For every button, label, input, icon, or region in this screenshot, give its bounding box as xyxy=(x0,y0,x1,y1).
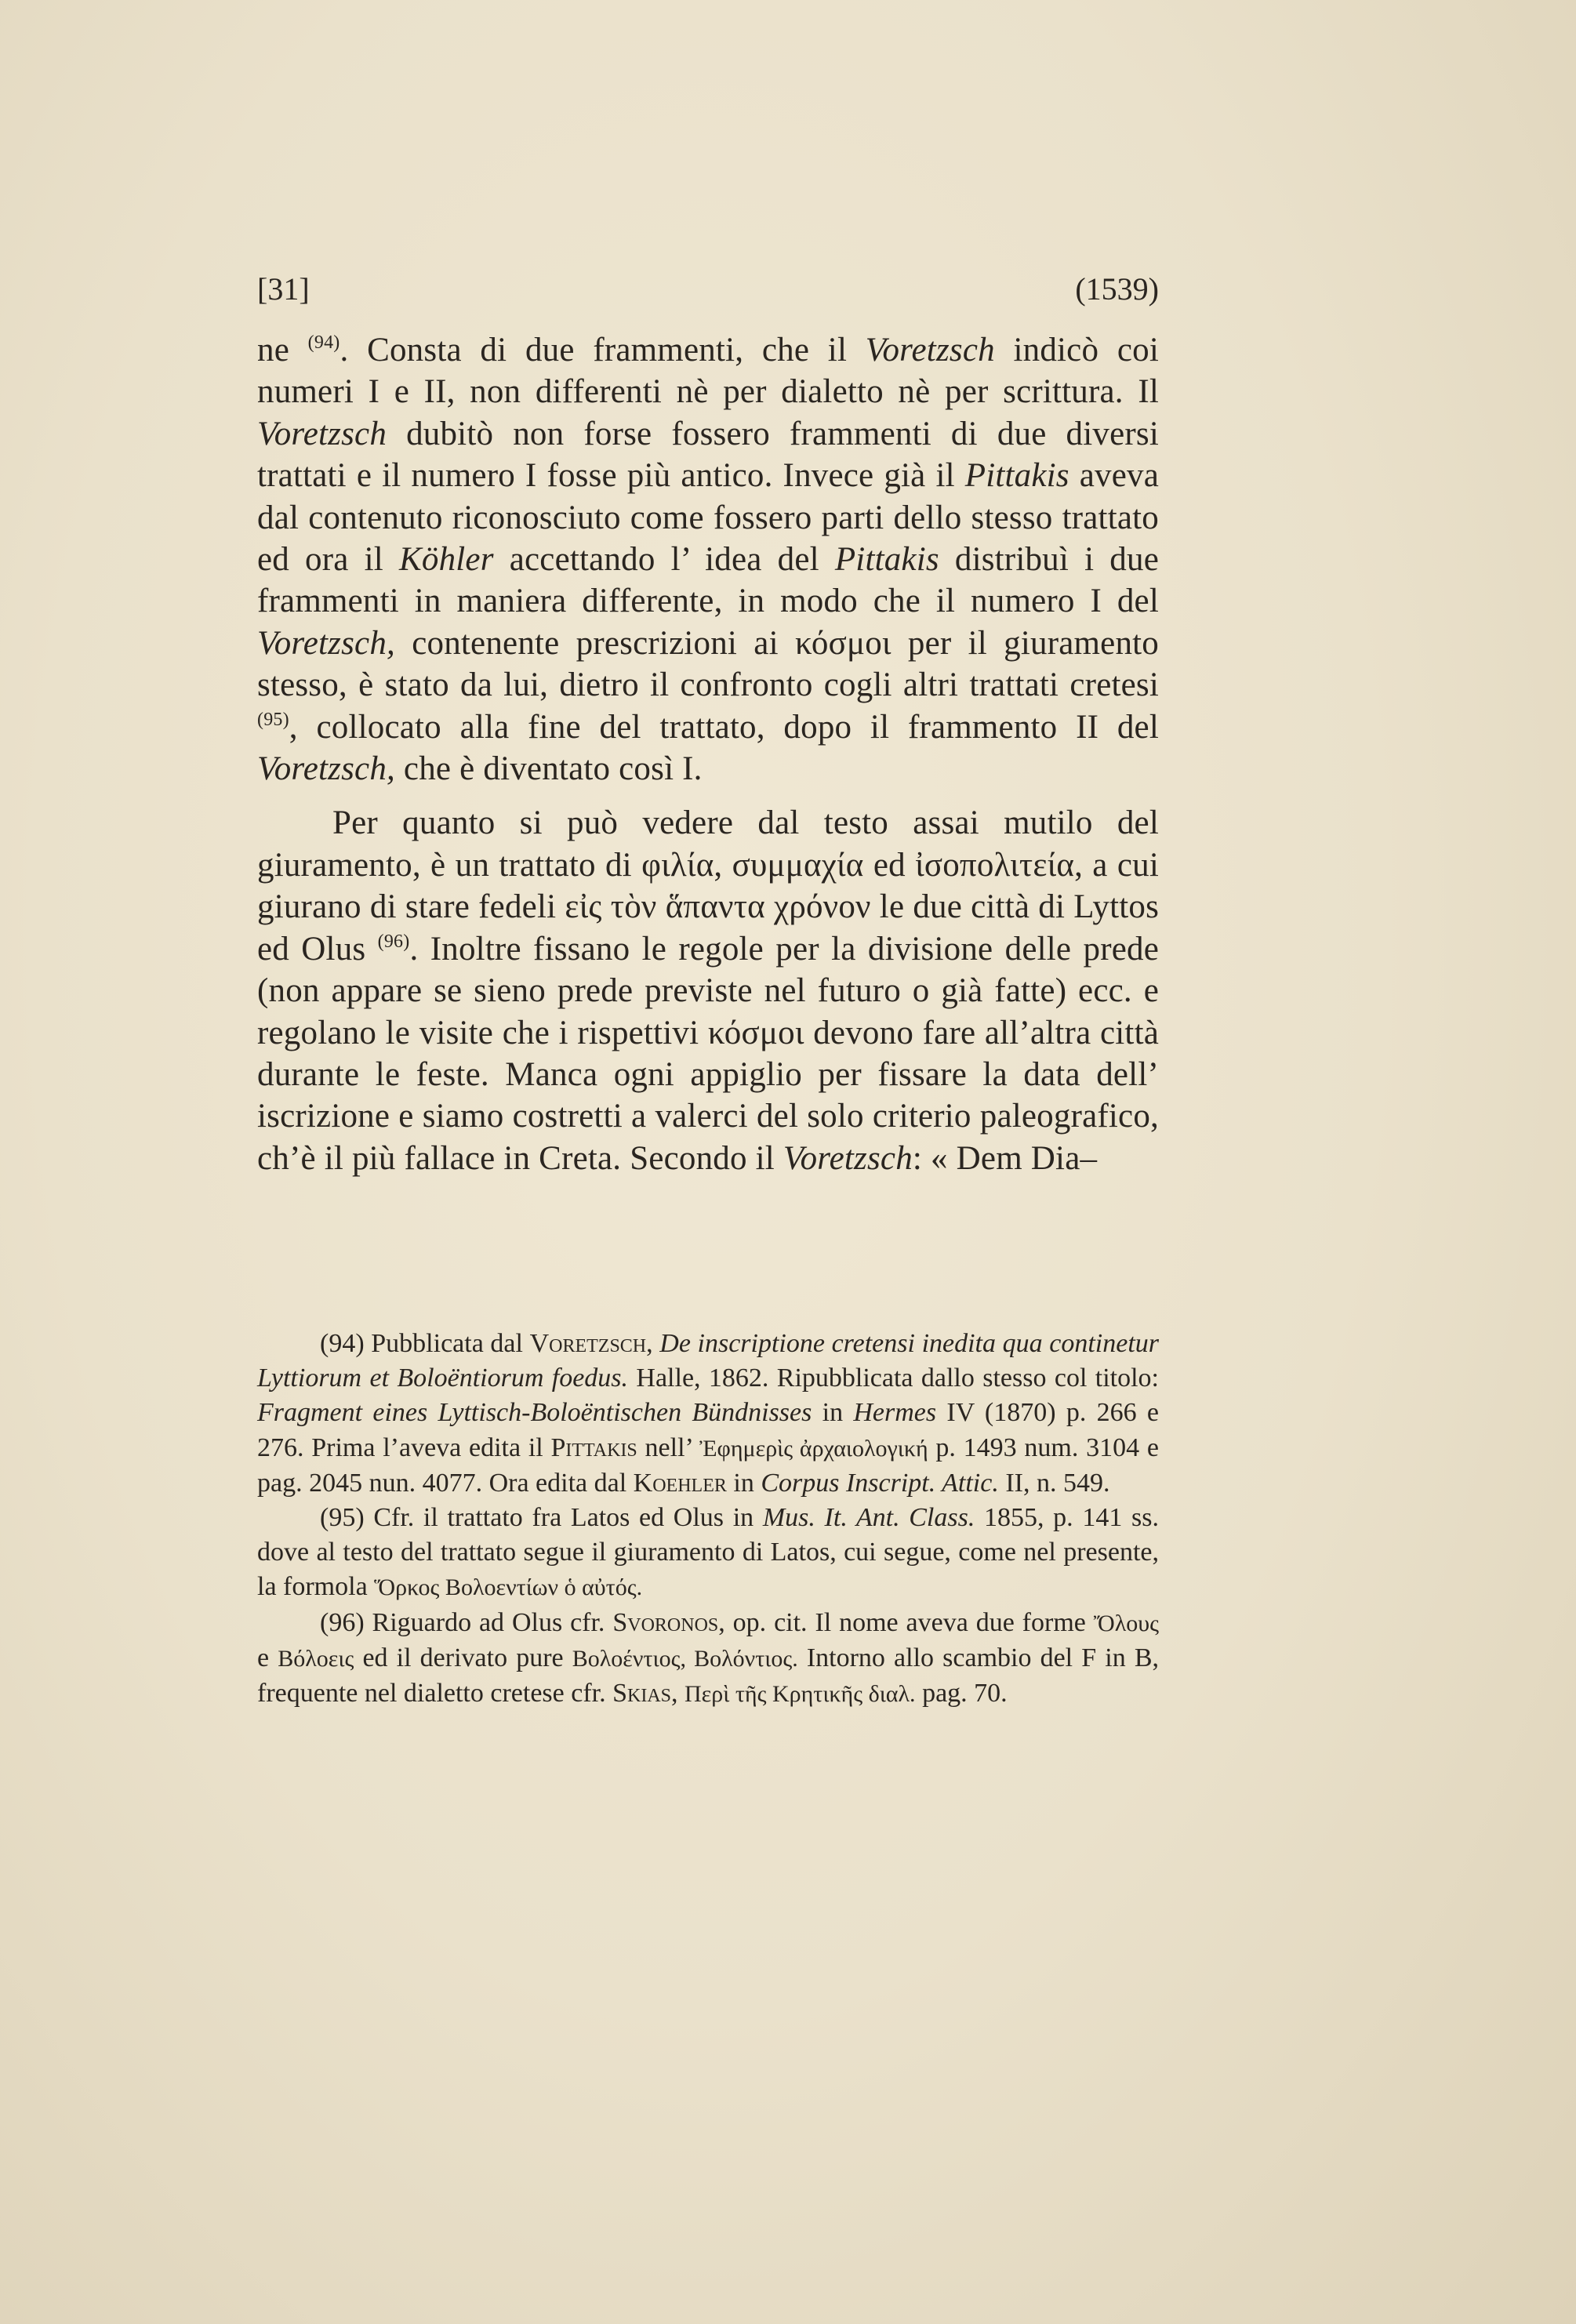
greek-run: Βόλοεις xyxy=(278,1645,354,1672)
text-run: in xyxy=(726,1468,761,1498)
footnote-ref: (94) xyxy=(307,332,340,353)
italic-run: Voretzsch, xyxy=(257,624,395,662)
text-run: ed il derivato pure xyxy=(354,1643,572,1672)
text-run: II, n. 549. xyxy=(998,1468,1110,1498)
italic-run: Köhler xyxy=(398,541,494,579)
smallcaps-name: Skias xyxy=(612,1679,672,1709)
text-run: contenente prescrizioni ai κόσμοι per il giuramento stesso, è stato da lui, dietro il confronto cogli altri trattati cretesi xyxy=(257,624,1159,704)
italic-run: Corpus Inscript. Attic. xyxy=(761,1468,999,1498)
text-run: , xyxy=(671,1679,685,1709)
italic-run: Fragment eines Lyttisch-Boloëntischen Bündnisses xyxy=(257,1398,812,1428)
text-run: p. 1493 num. 3104 e pag. 2045 nun. 4077. Ora edita dal xyxy=(257,1433,1159,1498)
greek-run: Ὅρκος Βολοεντίων ὁ αὐτός. xyxy=(374,1574,643,1601)
footnote-ref: (95) xyxy=(257,709,289,730)
italic-run: Voretzsch, xyxy=(257,750,395,788)
text-run: IV (1870) p. 266 e 276. Prima l’aveva edita il xyxy=(257,1398,1159,1462)
text-run: accettando l’ idea del xyxy=(493,541,835,579)
smallcaps-name: Svoronos xyxy=(612,1607,719,1637)
text-run: che è diventato così I. xyxy=(394,750,703,788)
italic-run: Voretzsch xyxy=(865,332,995,369)
paragraph-2 xyxy=(257,802,1159,1179)
italic-run: Pittakis xyxy=(834,541,939,579)
greek-run: Ὄλους xyxy=(1093,1610,1159,1636)
text-run: in xyxy=(812,1398,854,1428)
page-number-paren: (1539) xyxy=(1075,271,1159,307)
smallcaps-name: Pittakis xyxy=(550,1433,637,1462)
italic-run: Hermes xyxy=(853,1398,937,1428)
text-run: ne xyxy=(257,332,308,369)
italic-run: Voretzsch xyxy=(783,1139,913,1177)
text-run: Intorno allo scambio del F in B, frequente nel dialetto cretese cfr. xyxy=(257,1643,1160,1709)
text-run: distribuì i due frammenti in maniera differente, in modo che il numero I del xyxy=(257,541,1159,620)
smallcaps-name: Koehler xyxy=(633,1468,727,1498)
text-run: indicò coi numeri I e II, non differenti nè per dialetto nè per scrittura. Il xyxy=(257,332,1159,411)
text-run: (96) Riguardo ad Olus cfr. xyxy=(320,1607,613,1637)
page-number-bracket: [31] xyxy=(257,271,310,307)
footnote-96 xyxy=(257,1606,1159,1712)
footnote-94 xyxy=(257,1327,1159,1501)
footnote-95 xyxy=(257,1501,1159,1606)
italic-run: Pittakis xyxy=(964,457,1069,495)
footnotes xyxy=(257,1327,1159,1712)
text-run: pag. 70. xyxy=(915,1679,1008,1709)
text-run: nell’ xyxy=(637,1433,700,1462)
greek-run: Περὶ τῆς Κρητικῆς διαλ. xyxy=(685,1681,916,1708)
text-run: , op. cit. Il nome aveva due forme xyxy=(718,1607,1094,1637)
footnote-ref: (96) xyxy=(377,931,410,952)
italic-run: De inscriptione cretensi inedita qua continetur Lyttiorum et Boloëntiorum foedus. xyxy=(257,1329,1160,1393)
text-run: (94) Pubblicata dal xyxy=(320,1329,530,1358)
italic-run: Mus. It. Ant. Class. xyxy=(762,1503,975,1533)
text-run: . Consta di due frammenti, che il xyxy=(340,332,866,369)
text-run: e xyxy=(257,1643,278,1672)
text-run: dubitò non forse fossero frammenti di due diversi trattati e il numero I fosse più antico. Invece già il xyxy=(257,415,1159,495)
text-run: 1855, p. 141 ss. dove al testo del trattato segue il giuramento di Latos, cui segue, come nel presente, la formola xyxy=(257,1503,1159,1602)
smallcaps-name: Voretzsch xyxy=(529,1329,647,1358)
text-run: . Inoltre fissano le regole per la divisione delle prede (non appare se sieno prede previste nel futuro o già fatte) ecc. e regolano le visite che i rispettivi κόσμοι devono fare all’altra città durante le feste. Manca ogni appiglio per fissare la data dell’ iscrizione e siamo costretti a valerci del solo criterio paleografico, ch’è il più fallace in Creta. Secondo il xyxy=(257,930,1159,1177)
running-header xyxy=(257,271,1159,318)
text-run: : « Dem Dia– xyxy=(912,1139,1098,1177)
text-run: (95) Cfr. il trattato fra Latos ed Olus in xyxy=(320,1503,763,1533)
text-run: , collocato alla fine del trattato, dopo il frammento II del xyxy=(289,708,1159,746)
text-run: Per quanto si può vedere dal testo assai mutilo del giuramento, è un trattato di φιλία, συμμαχία ed ἰσοπολιτεία, a cui giurano di stare fedeli εἰς τὸν ἅπαντα χρόνον le due città di Lyttos ed Olus xyxy=(257,804,1159,968)
greek-run: Ἐφημερὶς ἀρχαιολογική xyxy=(699,1435,928,1462)
main-text xyxy=(257,329,1159,1179)
text-run: , xyxy=(646,1329,660,1358)
greek-run: Βολοέντιος, Βολόντιος. xyxy=(572,1645,798,1672)
text-run: Halle, 1862. Ripubblicata dallo stesso col titolo: xyxy=(628,1364,1159,1393)
paragraph-1 xyxy=(257,329,1159,790)
italic-run: Voretzsch xyxy=(257,415,387,452)
text-run: aveva dal contenuto riconosciuto come fossero parti dello stesso trattato ed ora il xyxy=(257,457,1159,579)
